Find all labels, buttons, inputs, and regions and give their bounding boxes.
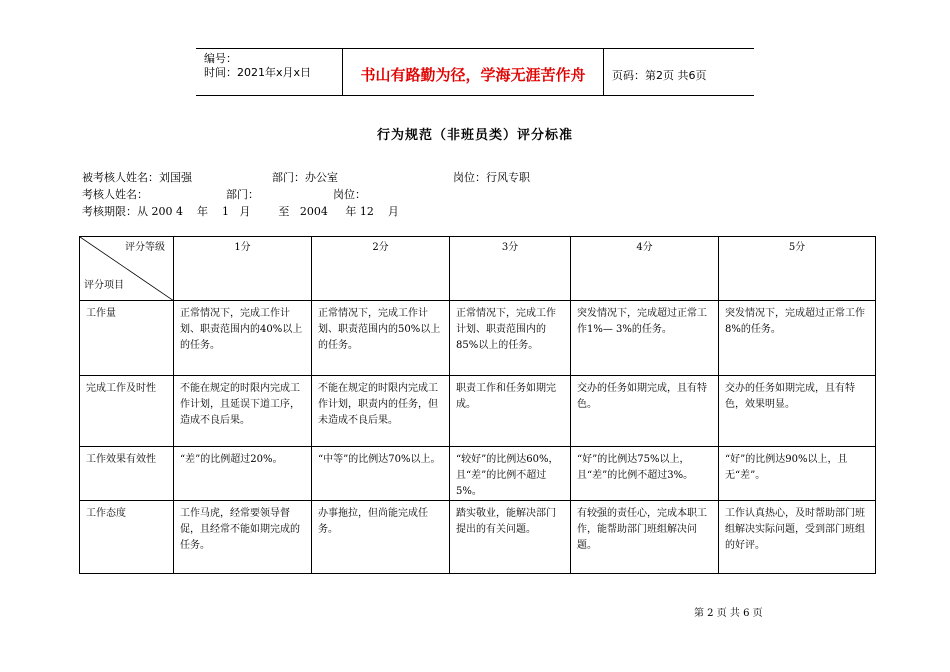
table-cell: “较好”的比例达60%，且“差”的比例不超过5%。 xyxy=(450,447,571,501)
table-header-row xyxy=(80,237,876,301)
table-row xyxy=(80,501,876,574)
table-cell: 不能在规定的时限内完成工作计划，且延误下道工序，造成不良后果。 xyxy=(174,376,312,447)
table-cell: “好”的比例达75%以上，且“差”的比例不超过3%。 xyxy=(571,447,719,501)
table-cell: 工作马虎，经常要领导督促，且经常不能如期完成的任务。 xyxy=(174,501,312,574)
assessor-post: 岗位： xyxy=(333,188,366,201)
table-cell: 突发情况下，完成超过正常工作1%— 3%的任务。 xyxy=(571,301,719,376)
header-meta xyxy=(196,49,342,95)
table-cell: 正常情况下，完成工作计划、职责范围内的40%以上的任务。 xyxy=(174,301,312,376)
table-row xyxy=(80,301,876,376)
table-cell: “中等”的比例达70%以上。 xyxy=(312,447,450,501)
table-cell: 正常情况下，完成工作计划、职责范围内的50%以上的任务。 xyxy=(312,301,450,376)
table-cell: 职责工作和任务如期完成。 xyxy=(450,376,571,447)
table-cell: 正常情况下，完成工作计划、职责范围内的85%以上的任务。 xyxy=(450,301,571,376)
scoring-table xyxy=(79,236,876,574)
assessee-post: 岗位：行风专职 xyxy=(453,171,530,184)
grade-header-4: 4分 xyxy=(571,237,719,301)
grade-header-5: 5分 xyxy=(719,237,876,301)
grade-header-3: 3分 xyxy=(450,237,571,301)
table-cell: 交办的任务如期完成，且有特色，效果明显。 xyxy=(719,376,876,447)
assessment-period: 考核期限：从 200 4 年 1 月 至 2004 年 12 月 xyxy=(82,205,399,218)
document-title: 行为规范（非班员类）评分标准 xyxy=(376,128,573,143)
table-cell: 交办的任务如期完成，且有特色。 xyxy=(571,376,719,447)
table-cell: 突发情况下，完成超过正常工作8%的任务。 xyxy=(719,301,876,376)
assessee-name: 被考核人姓名：刘国强 xyxy=(82,171,192,184)
grade-header-1: 1分 xyxy=(174,237,312,301)
table-cell: 踏实敬业，能解决部门提出的有关问题。 xyxy=(450,501,571,574)
grade-header-2: 2分 xyxy=(312,237,450,301)
assessor-department: 部门： xyxy=(226,188,259,201)
row-label: 工作态度 xyxy=(80,501,174,574)
page-header xyxy=(196,48,754,96)
table-cell: 有较强的责任心，完成本职工作，能帮助部门班组解决问题。 xyxy=(571,501,719,574)
corner-grade-label: 评分等级 xyxy=(125,242,165,253)
number-label: 编号： xyxy=(204,52,237,65)
time-label: 时间：2021年x月x日 xyxy=(204,66,312,79)
assessor-name: 考核人姓名： xyxy=(82,188,148,201)
table-cell: 办事拖拉，但尚能完成任务。 xyxy=(312,501,450,574)
header-page-info: 页码：第2页 共6页 xyxy=(612,68,707,82)
row-label: 工作效果有效性 xyxy=(80,447,174,501)
table-cell: “好”的比例达90%以上，且无“差”。 xyxy=(719,447,876,501)
header-motto: 书山有路勤为径，学海无涯苦作舟 xyxy=(342,49,604,95)
row-label: 工作量 xyxy=(80,301,174,376)
table-row xyxy=(80,447,876,501)
table-cell: “差”的比例超过20%。 xyxy=(174,447,312,501)
row-label: 完成工作及时性 xyxy=(80,376,174,447)
corner-item-label: 评分项目 xyxy=(84,280,124,291)
table-cell: 工作认真热心，及时帮助部门班组解决实际问题，受到部门班组的好评。 xyxy=(719,501,876,574)
table-row xyxy=(80,376,876,447)
page-footer: 第 2 页 共 6 页 xyxy=(694,608,763,619)
table-cell: 不能在规定的时限内完成工作计划，职责内的任务，但未造成不良后果。 xyxy=(312,376,450,447)
corner-cell xyxy=(80,237,174,301)
assessee-department: 部门：办公室 xyxy=(272,171,338,184)
